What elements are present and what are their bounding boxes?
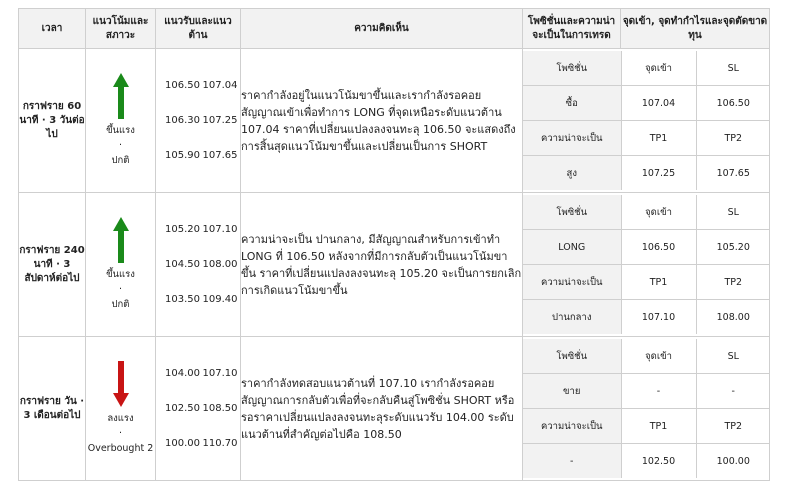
probability-label: ความน่าจะเป็น bbox=[523, 409, 621, 444]
table-row bbox=[19, 337, 770, 481]
comment-text: ความน่าจะเป็น ปานกลาง, มีสัญญาณสำหรับการเข้าทำ LONG ที่ 106.50 หลังจากที่มีการกลับตัวเป็นแนวโน้มขาขึ้น ราคาที่เปลี่ยนแปลงลงจนทะลุ 105.20 จะเป็นการยกเลิกการเกิดแนวโน้มขาขึ้น bbox=[241, 193, 523, 337]
trend-cell bbox=[86, 49, 156, 193]
trend-state: ปกติ bbox=[111, 299, 130, 310]
tp1-label: TP1 bbox=[621, 265, 696, 300]
probability-value: สูง bbox=[523, 156, 621, 191]
tp2-value: 107.65 bbox=[696, 156, 770, 191]
resistance-level: 108.50 bbox=[202, 403, 238, 414]
support-level: 102.50 bbox=[165, 403, 200, 414]
support-level: 100.00 bbox=[165, 438, 200, 449]
tp2-value: 100.00 bbox=[696, 444, 770, 479]
header-position: โพซิชั่นและความน่าจะเป็นในการเทรด bbox=[523, 9, 621, 49]
tp2-label: TP2 bbox=[696, 265, 770, 300]
tp2-label: TP2 bbox=[696, 409, 770, 444]
table-row bbox=[19, 49, 770, 193]
sl-value: - bbox=[696, 374, 770, 409]
position-value: ซื้อ bbox=[523, 86, 621, 121]
position-subtable bbox=[523, 195, 770, 334]
trend-state: ปกติ bbox=[111, 155, 130, 166]
entry-label: จุดเข้า bbox=[621, 339, 696, 374]
trend-state: Overbought 2 bbox=[87, 443, 154, 454]
position-cell bbox=[523, 49, 770, 193]
position-cell bbox=[523, 193, 770, 337]
probability-label: ความน่าจะเป็น bbox=[523, 121, 621, 156]
support-level: 106.50 bbox=[165, 80, 200, 91]
tp1-label: TP1 bbox=[621, 409, 696, 444]
resistance-level: 110.70 bbox=[202, 438, 238, 449]
resistance-level: 109.40 bbox=[202, 294, 238, 305]
trend-dot: · bbox=[118, 140, 123, 151]
trend-strength: ขึ้นแรง bbox=[106, 125, 135, 136]
header-entry: จุดเข้า, จุดทำกำไรและจุดตัดขาดทุน bbox=[621, 9, 770, 49]
position-cell bbox=[523, 337, 770, 481]
sl-value: 106.50 bbox=[696, 86, 770, 121]
trend-strength: ขึ้นแรง bbox=[106, 269, 135, 280]
sl-label: SL bbox=[696, 195, 770, 230]
period-label: กราฟราย 60 นาที · 3 วันต่อไป bbox=[19, 49, 86, 193]
levels-cell bbox=[156, 337, 241, 481]
header-time: เวลา bbox=[19, 9, 86, 49]
tp2-label: TP2 bbox=[696, 121, 770, 156]
period-label: กราฟราย 240 นาที · 3 สัปดาห์ต่อไป bbox=[19, 193, 86, 337]
tp1-value: 102.50 bbox=[621, 444, 696, 479]
period-label: กราฟราย วัน · 3 เดือนต่อไป bbox=[19, 337, 86, 481]
support-level: 106.30 bbox=[165, 115, 200, 126]
entry-label: จุดเข้า bbox=[621, 51, 696, 86]
support-level: 103.50 bbox=[165, 294, 200, 305]
trend-cell bbox=[86, 193, 156, 337]
tp1-label: TP1 bbox=[621, 121, 696, 156]
resistance-level: 107.25 bbox=[202, 115, 238, 126]
entry-value: - bbox=[621, 374, 696, 409]
resistance-level: 107.10 bbox=[202, 224, 238, 235]
sl-label: SL bbox=[696, 51, 770, 86]
down-arrow-icon bbox=[113, 361, 129, 407]
support-level: 104.50 bbox=[165, 259, 200, 270]
up-arrow-icon bbox=[113, 217, 129, 263]
resistance-level: 108.00 bbox=[202, 259, 238, 270]
tp2-value: 108.00 bbox=[696, 300, 770, 335]
position-value: ขาย bbox=[523, 374, 621, 409]
position-subtable bbox=[523, 339, 770, 478]
tp1-value: 107.25 bbox=[621, 156, 696, 191]
comment-text: ราคากำลังอยู่ในแนวโน้มขาขึ้นและเรากำลังรอคอยสัญญาณเข้าเพื่อทำการ LONG ที่จุดเหนือระดับแนวต้าน 107.04 ราคาที่เปลี่ยนแปลงลงจนทะลุ 106.50 จะแสดงถึงการสิ้นสุดแนวโน้มขาขึ้นและเปลี่ยนเป็นการ SHORT bbox=[241, 49, 523, 193]
position-label: โพซิชั่น bbox=[523, 195, 621, 230]
header-trend: แนวโน้มและสภาวะ bbox=[86, 9, 156, 49]
header-levels: แนวรับและแนวต้าน bbox=[156, 9, 241, 49]
sl-value: 105.20 bbox=[696, 230, 770, 265]
entry-value: 106.50 bbox=[621, 230, 696, 265]
levels-cell bbox=[156, 193, 241, 337]
probability-value: ปานกลาง bbox=[523, 300, 621, 335]
resistance-level: 107.04 bbox=[202, 80, 238, 91]
tp1-value: 107.10 bbox=[621, 300, 696, 335]
trend-cell bbox=[86, 337, 156, 481]
resistance-level: 107.65 bbox=[202, 150, 238, 161]
position-subtable bbox=[523, 51, 770, 190]
sl-label: SL bbox=[696, 339, 770, 374]
probability-label: ความน่าจะเป็น bbox=[523, 265, 621, 300]
support-level: 105.20 bbox=[165, 224, 200, 235]
table-row bbox=[19, 193, 770, 337]
entry-label: จุดเข้า bbox=[621, 195, 696, 230]
header-comment: ความคิดเห็น bbox=[241, 9, 523, 49]
position-label: โพซิชั่น bbox=[523, 339, 621, 374]
support-level: 105.90 bbox=[165, 150, 200, 161]
position-value: LONG bbox=[523, 230, 621, 265]
support-level: 104.00 bbox=[165, 368, 200, 379]
trend-strength: ลงแรง bbox=[107, 413, 134, 424]
position-label: โพซิชั่น bbox=[523, 51, 621, 86]
trend-dot: · bbox=[118, 284, 123, 295]
resistance-level: 107.10 bbox=[202, 368, 238, 379]
comment-text: ราคากำลังทดสอบแนวต้านที่ 107.10 เรากำลังรอคอยสัญญาณการกลับตัวเพื่อที่จะกลับคืนสู่โพซิชั่น SHORT หรือรอราคาเปลี่ยนแปลงลงจนทะลุระดับแนวรับ 104.00 ระดับแนวต้านที่สำคัญต่อไปคือ 108.50 bbox=[241, 337, 523, 481]
up-arrow-icon bbox=[113, 73, 129, 119]
levels-cell bbox=[156, 49, 241, 193]
forecast-table bbox=[18, 8, 770, 481]
probability-value: - bbox=[523, 444, 621, 479]
entry-value: 107.04 bbox=[621, 86, 696, 121]
trend-dot: · bbox=[118, 428, 123, 439]
header-row bbox=[19, 9, 770, 49]
